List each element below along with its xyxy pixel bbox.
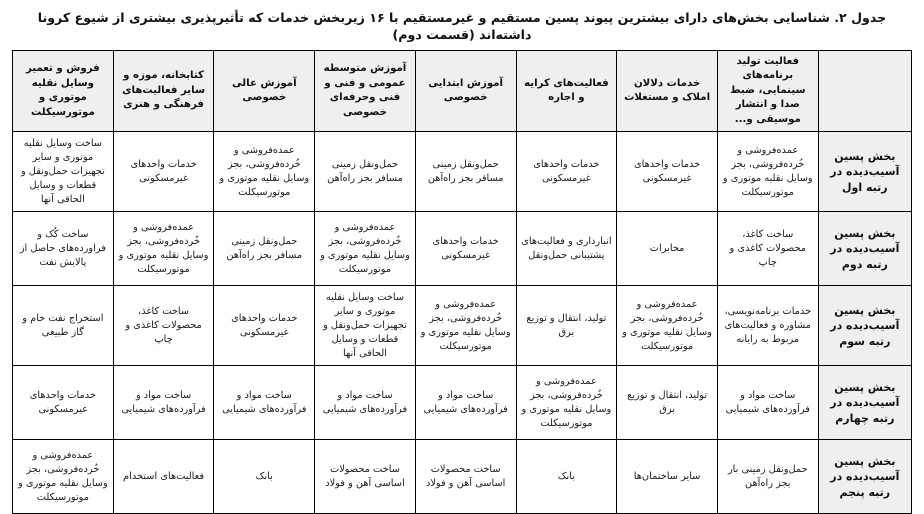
cell-r2-c3: عمده‌فروشی و خُرده‌فروشی، بجز وسایل نقلیه موتوری و موتورسیکلت [415, 286, 516, 366]
cell-r1-c6: عمده‌فروشی و خُرده‌فروشی، بجز وسایل نقلیه موتوری و موتورسیکلت [113, 212, 214, 286]
cell-r1-c1: مخابرات [617, 212, 718, 286]
cell-r3-c4: ساخت مواد و فرآورده‌های شیمیایی [315, 366, 416, 440]
column-header-6: کتابخانه، موزه و سایر فعالیت‌های فرهنگی و هنری [113, 51, 214, 132]
cell-r0-c2: خدمات واحدهای غیرمسکونی [516, 132, 617, 212]
cell-r4-c4: ساخت محصولات اساسی آهن و فولاد [315, 440, 416, 514]
cell-r0-c7: ساخت وسایل نقلیه موتوری و سایر تجهیزات حمل‌ونقل و قطعات و وسایل الحاقی آنها [13, 132, 114, 212]
cell-r2-c0: خدمات برنامه‌نویسی، مشاوره و فعالیت‌های مربوط به رایانه [717, 286, 818, 366]
cell-r4-c0: حمل‌ونقل زمینی بار بجز راه‌آهن [717, 440, 818, 514]
cell-r0-c4: حمل‌ونقل زمینی مسافر بجز راه‌آهن [315, 132, 416, 212]
row-label-rank-3: بخش پسین آسیب‌دیده در رتبه سوم [818, 286, 911, 366]
cell-r1-c3: خدمات واحدهای غیرمسکونی [415, 212, 516, 286]
cell-r1-c2: انبارداری و فعالیت‌های پشتیبانی حمل‌ونقل [516, 212, 617, 286]
header-corner-blank [818, 51, 911, 132]
column-header-1: خدمات دلالان املاک و مستغلات [617, 51, 718, 132]
column-header-3: آموزش ابتدایی خصوصی [415, 51, 516, 132]
cell-r3-c1: تولید، انتقال و توزیع برق [617, 366, 718, 440]
cell-r0-c6: خدمات واحدهای غیرمسکونی [113, 132, 214, 212]
cell-r1-c5: حمل‌ونقل زمینی مسافر بجز راه‌آهن [214, 212, 315, 286]
cell-r4-c1: سایر ساختمان‌ها [617, 440, 718, 514]
backward-linkage-table [12, 50, 912, 514]
cell-r3-c3: ساخت مواد و فرآورده‌های شیمیایی [415, 366, 516, 440]
column-header-4: آموزش متوسطه عمومی و فنی و فنی وحرفه‌ای خصوصی [315, 51, 416, 132]
table-row [13, 440, 912, 514]
cell-r2-c2: تولید، انتقال و توزیع برق [516, 286, 617, 366]
row-label-rank-4: بخش پسین آسیب‌دیده در رتبه چهارم [818, 366, 911, 440]
cell-r1-c0: ساخت کاغذ، محصولات کاغذی و چاپ [717, 212, 818, 286]
cell-r4-c3: ساخت محصولات اساسی آهن و فولاد [415, 440, 516, 514]
cell-r4-c2: بانک [516, 440, 617, 514]
cell-r4-c7: عمده‌فروشی و خُرده‌فروشی، بجز وسایل نقلیه موتوری و موتورسیکلت [13, 440, 114, 514]
header-row [13, 51, 912, 132]
cell-r0-c0: عمده‌فروشی و خُرده‌فروشی، بجز وسایل نقلیه موتوری و موتورسیکلت [717, 132, 818, 212]
cell-r0-c5: عمده‌فروشی و خُرده‌فروشی، بجز وسایل نقلیه موتوری و موتورسیکلت [214, 132, 315, 212]
column-header-5: آموزش عالی خصوصی [214, 51, 315, 132]
cell-r0-c1: خدمات واحدهای غیرمسکونی [617, 132, 718, 212]
table-caption: جدول ۲. شناسایی بخش‌های دارای بیشترین پیوند پسین مستقیم و غیرمستقیم با ۱۶ زیربخش خدمات که تأثیرپذیری بیشتری از شیوع کرونا داشته‌اند (قسمت دوم) [37, 10, 887, 42]
row-label-rank-5: بخش پسین آسیب‌دیده در رتبه پنجم [818, 440, 911, 514]
table-header [13, 51, 912, 132]
cell-r2-c5: خدمات واحدهای غیرمسکونی [214, 286, 315, 366]
cell-r2-c4: ساخت وسایل نقلیه موتوری و سایر تجهیزات حمل‌ونقل و قطعات و وسایل الحاقی آنها [315, 286, 416, 366]
table-row [13, 366, 912, 440]
cell-r0-c3: حمل‌ونقل زمینی مسافر بجز راه‌آهن [415, 132, 516, 212]
cell-r1-c4: عمده‌فروشی و خُرده‌فروشی، بجز وسایل نقلیه موتوری و موتورسیکلت [315, 212, 416, 286]
cell-r4-c6: فعالیت‌های استخدام [113, 440, 214, 514]
column-header-2: فعالیت‌های کرایه و اجاره [516, 51, 617, 132]
cell-r3-c5: ساخت مواد و فرآورده‌های شیمیایی [214, 366, 315, 440]
cell-r3-c7: خدمات واحدهای غیرمسکونی [13, 366, 114, 440]
cell-r3-c6: ساخت مواد و فرآورده‌های شیمیایی [113, 366, 214, 440]
cell-r3-c2: عمده‌فروشی و خُرده‌فروشی، بجز وسایل نقلیه موتوری و موتورسیکلت [516, 366, 617, 440]
table-container [0, 50, 924, 514]
column-header-7: فروش و تعمیر وسایل نقلیه موتوری و موتورسیکلت [13, 51, 114, 132]
row-label-rank-1: بخش پسین آسیب‌دیده در رتبه اول [818, 132, 911, 212]
table-body [13, 132, 912, 514]
cell-r1-c7: ساخت کُک و فراورده‌های حاصل از پالایش نفت [13, 212, 114, 286]
cell-r2-c6: ساخت کاغذ، محصولات کاغذی و چاپ [113, 286, 214, 366]
cell-r4-c5: بانک [214, 440, 315, 514]
column-header-0: فعالیت تولید برنامه‌های سینمایی، ضبط صدا و انتشار موسیقی و... [717, 51, 818, 132]
table-row [13, 212, 912, 286]
table-row [13, 132, 912, 212]
cell-r2-c1: عمده‌فروشی و خُرده‌فروشی، بجز وسایل نقلیه موتوری و موتورسیکلت [617, 286, 718, 366]
cell-r2-c7: استخراج نفت خام و گاز طبیعی [13, 286, 114, 366]
row-label-rank-2: بخش پسین آسیب‌دیده در رتبه دوم [818, 212, 911, 286]
cell-r3-c0: ساخت مواد و فرآورده‌های شیمیایی [717, 366, 818, 440]
table-row [13, 286, 912, 366]
